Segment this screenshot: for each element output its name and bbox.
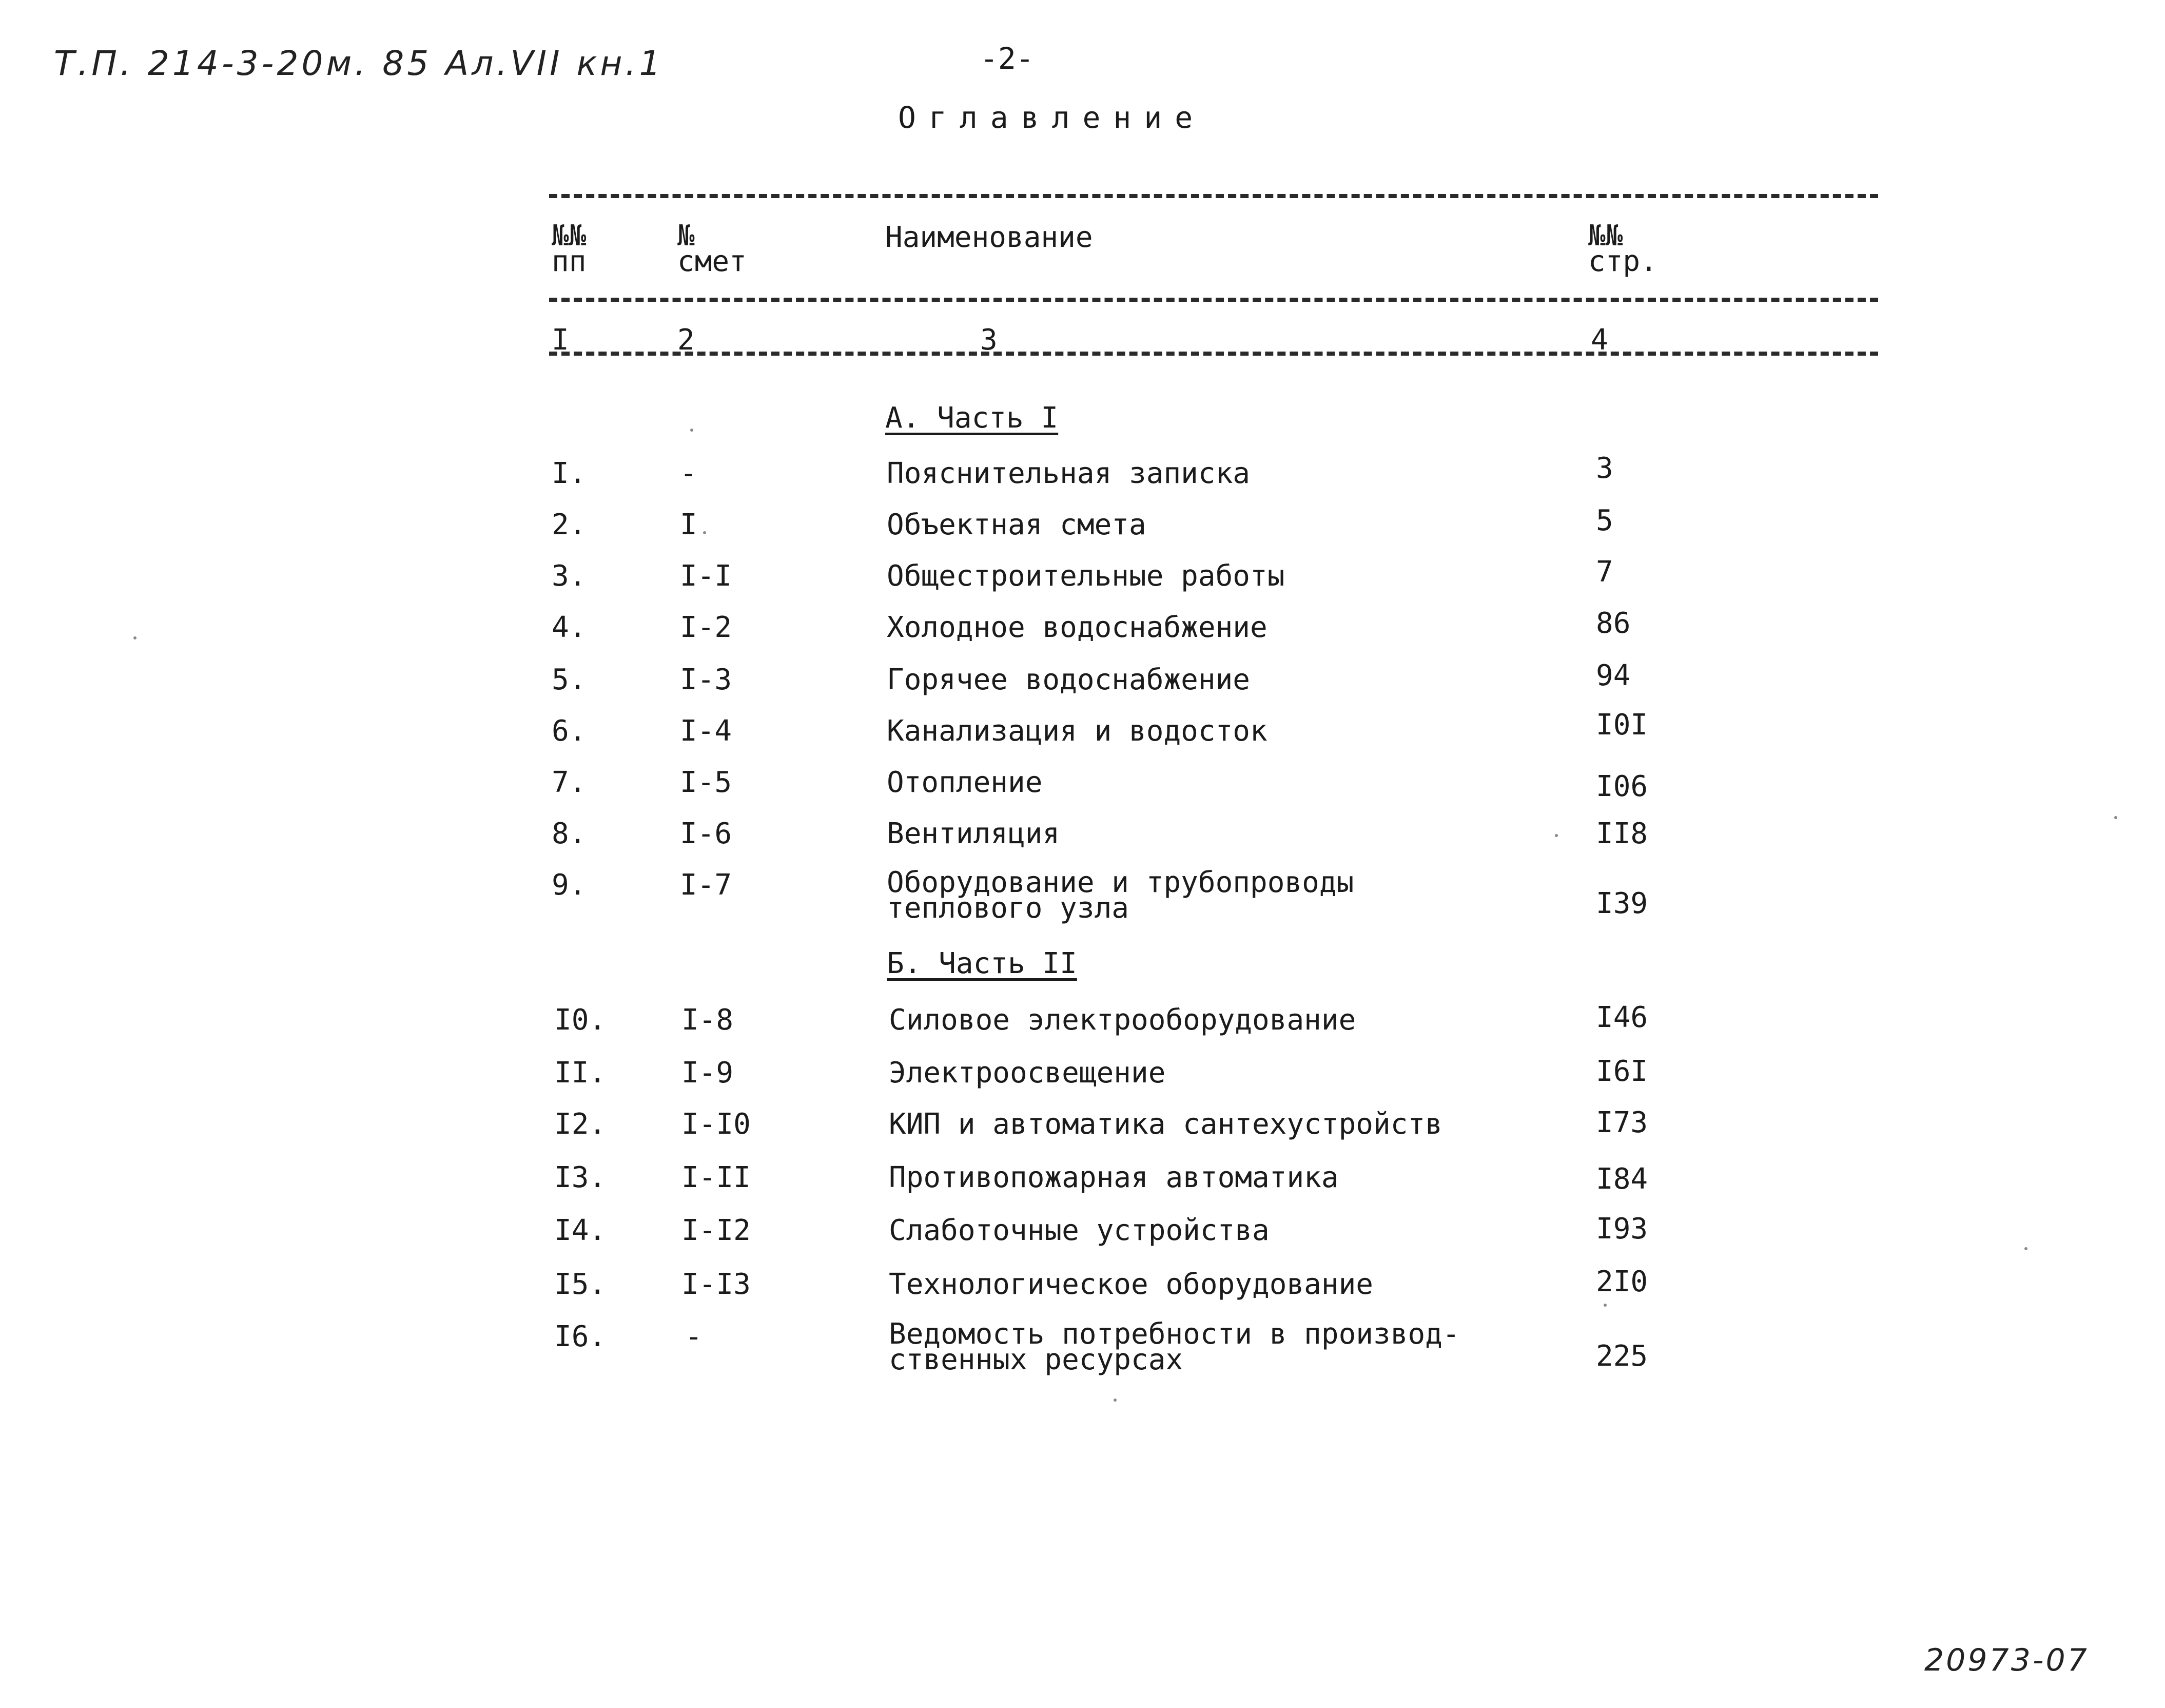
row-name: Объектная смета [887, 508, 1146, 541]
row-name: Слаботочные устройства [889, 1214, 1270, 1247]
row-page: 7 [1596, 555, 1613, 589]
row-number: II. [554, 1056, 607, 1090]
row-estimate: - [680, 457, 697, 490]
row-page: I84 [1596, 1162, 1648, 1196]
scan-speck [690, 429, 693, 432]
scan-speck [2024, 1247, 2027, 1250]
column-number-3: 3 [980, 323, 998, 357]
row-name: Технологическое оборудование [889, 1268, 1374, 1301]
row-estimate: I-2 [680, 611, 732, 644]
section-heading-part-1: А. Часть I [885, 401, 1059, 435]
row-name: Ведомость потребности в производ- ственных ресурсах [889, 1317, 1460, 1376]
scan-speck [1114, 1399, 1117, 1402]
header-col-number: №№ пп [552, 219, 587, 278]
row-number: 6. [552, 714, 587, 748]
row-number: I. [552, 457, 587, 490]
column-number-4: 4 [1591, 323, 1608, 357]
row-estimate: I-I [680, 559, 732, 593]
row-name: Вентиляция [887, 817, 1060, 850]
archive-number: 20973-07 [1924, 1642, 2089, 1678]
row-name: Электроосвещение [889, 1056, 1166, 1090]
header-col-name: Наименование [885, 221, 1093, 254]
row-page: 3 [1596, 452, 1613, 485]
row-page: I39 [1596, 887, 1648, 920]
row-estimate: I-9 [681, 1056, 734, 1090]
row-name: Оборудование и трубопроводы теплового узла [887, 866, 1354, 925]
header-col-page: №№ стр. [1588, 219, 1657, 278]
column-number-2: 2 [677, 323, 695, 357]
scan-speck [2114, 816, 2117, 819]
scan-speck [1555, 834, 1558, 837]
row-number: 8. [552, 817, 587, 850]
row-name: Силовое электрооборудование [889, 1003, 1356, 1037]
row-number: I3. [554, 1161, 607, 1194]
page-title: Оглавление [898, 100, 1206, 135]
row-name: Противопожарная автоматика [889, 1161, 1339, 1194]
row-estimate: I-6 [680, 817, 732, 850]
row-page: 5 [1596, 504, 1613, 537]
row-name: Отопление [887, 766, 1043, 799]
row-estimate: I-II [681, 1161, 751, 1194]
header-bottom-rule [549, 298, 1878, 302]
scan-speck [703, 531, 706, 534]
row-number: 9. [552, 868, 587, 902]
row-estimate: I-I2 [681, 1214, 751, 1247]
page-number: -2- [980, 41, 1034, 76]
row-page: I6I [1596, 1055, 1648, 1088]
row-page: I06 [1596, 770, 1648, 803]
document-code: Т.П. 214-3-20м. 85 Ал.VII кн.1 [54, 44, 664, 83]
row-name: Горячее водоснабжение [887, 663, 1251, 696]
row-number: I2. [554, 1108, 607, 1141]
row-page: I46 [1596, 1001, 1648, 1034]
row-estimate: I-3 [680, 663, 732, 696]
row-number: I4. [554, 1214, 607, 1247]
row-page: 2I0 [1596, 1265, 1648, 1298]
row-estimate: I [680, 508, 697, 541]
row-estimate: I-8 [681, 1003, 734, 1037]
scan-speck [1604, 1304, 1607, 1307]
row-estimate: I-4 [680, 714, 732, 748]
row-page: 225 [1596, 1340, 1648, 1373]
row-estimate: I-I0 [681, 1108, 751, 1141]
row-number: I0. [554, 1003, 607, 1037]
row-name: Холодное водоснабжение [887, 611, 1267, 644]
header-col-estimate: № смет [677, 219, 747, 278]
row-estimate: I-5 [680, 766, 732, 799]
row-page: I0I [1596, 708, 1648, 742]
row-name: КИП и автоматика сантехустройств [889, 1108, 1442, 1141]
row-number: 4. [552, 611, 587, 644]
table-top-rule [549, 194, 1878, 198]
row-estimate: I-I3 [681, 1268, 751, 1301]
row-page: 86 [1596, 607, 1631, 640]
row-name: Канализация и водосток [887, 714, 1267, 748]
row-page: I73 [1596, 1106, 1648, 1139]
row-number: 2. [552, 508, 587, 541]
row-page: I93 [1596, 1212, 1648, 1246]
row-estimate: - [685, 1320, 703, 1353]
row-name: Общестроительные работы [887, 559, 1285, 593]
row-number: I5. [554, 1268, 607, 1301]
row-estimate: I-7 [680, 868, 732, 902]
row-name: Пояснительная записка [887, 457, 1251, 490]
column-number-1: I [552, 323, 569, 357]
row-number: 5. [552, 663, 587, 696]
row-page: 94 [1596, 659, 1631, 692]
row-page: II8 [1596, 817, 1648, 850]
scan-speck [133, 636, 136, 639]
row-number: I6. [554, 1320, 607, 1353]
column-numbers-rule [549, 352, 1878, 356]
row-number: 3. [552, 559, 587, 593]
section-heading-part-2: Б. Часть II [887, 947, 1077, 980]
row-number: 7. [552, 766, 587, 799]
